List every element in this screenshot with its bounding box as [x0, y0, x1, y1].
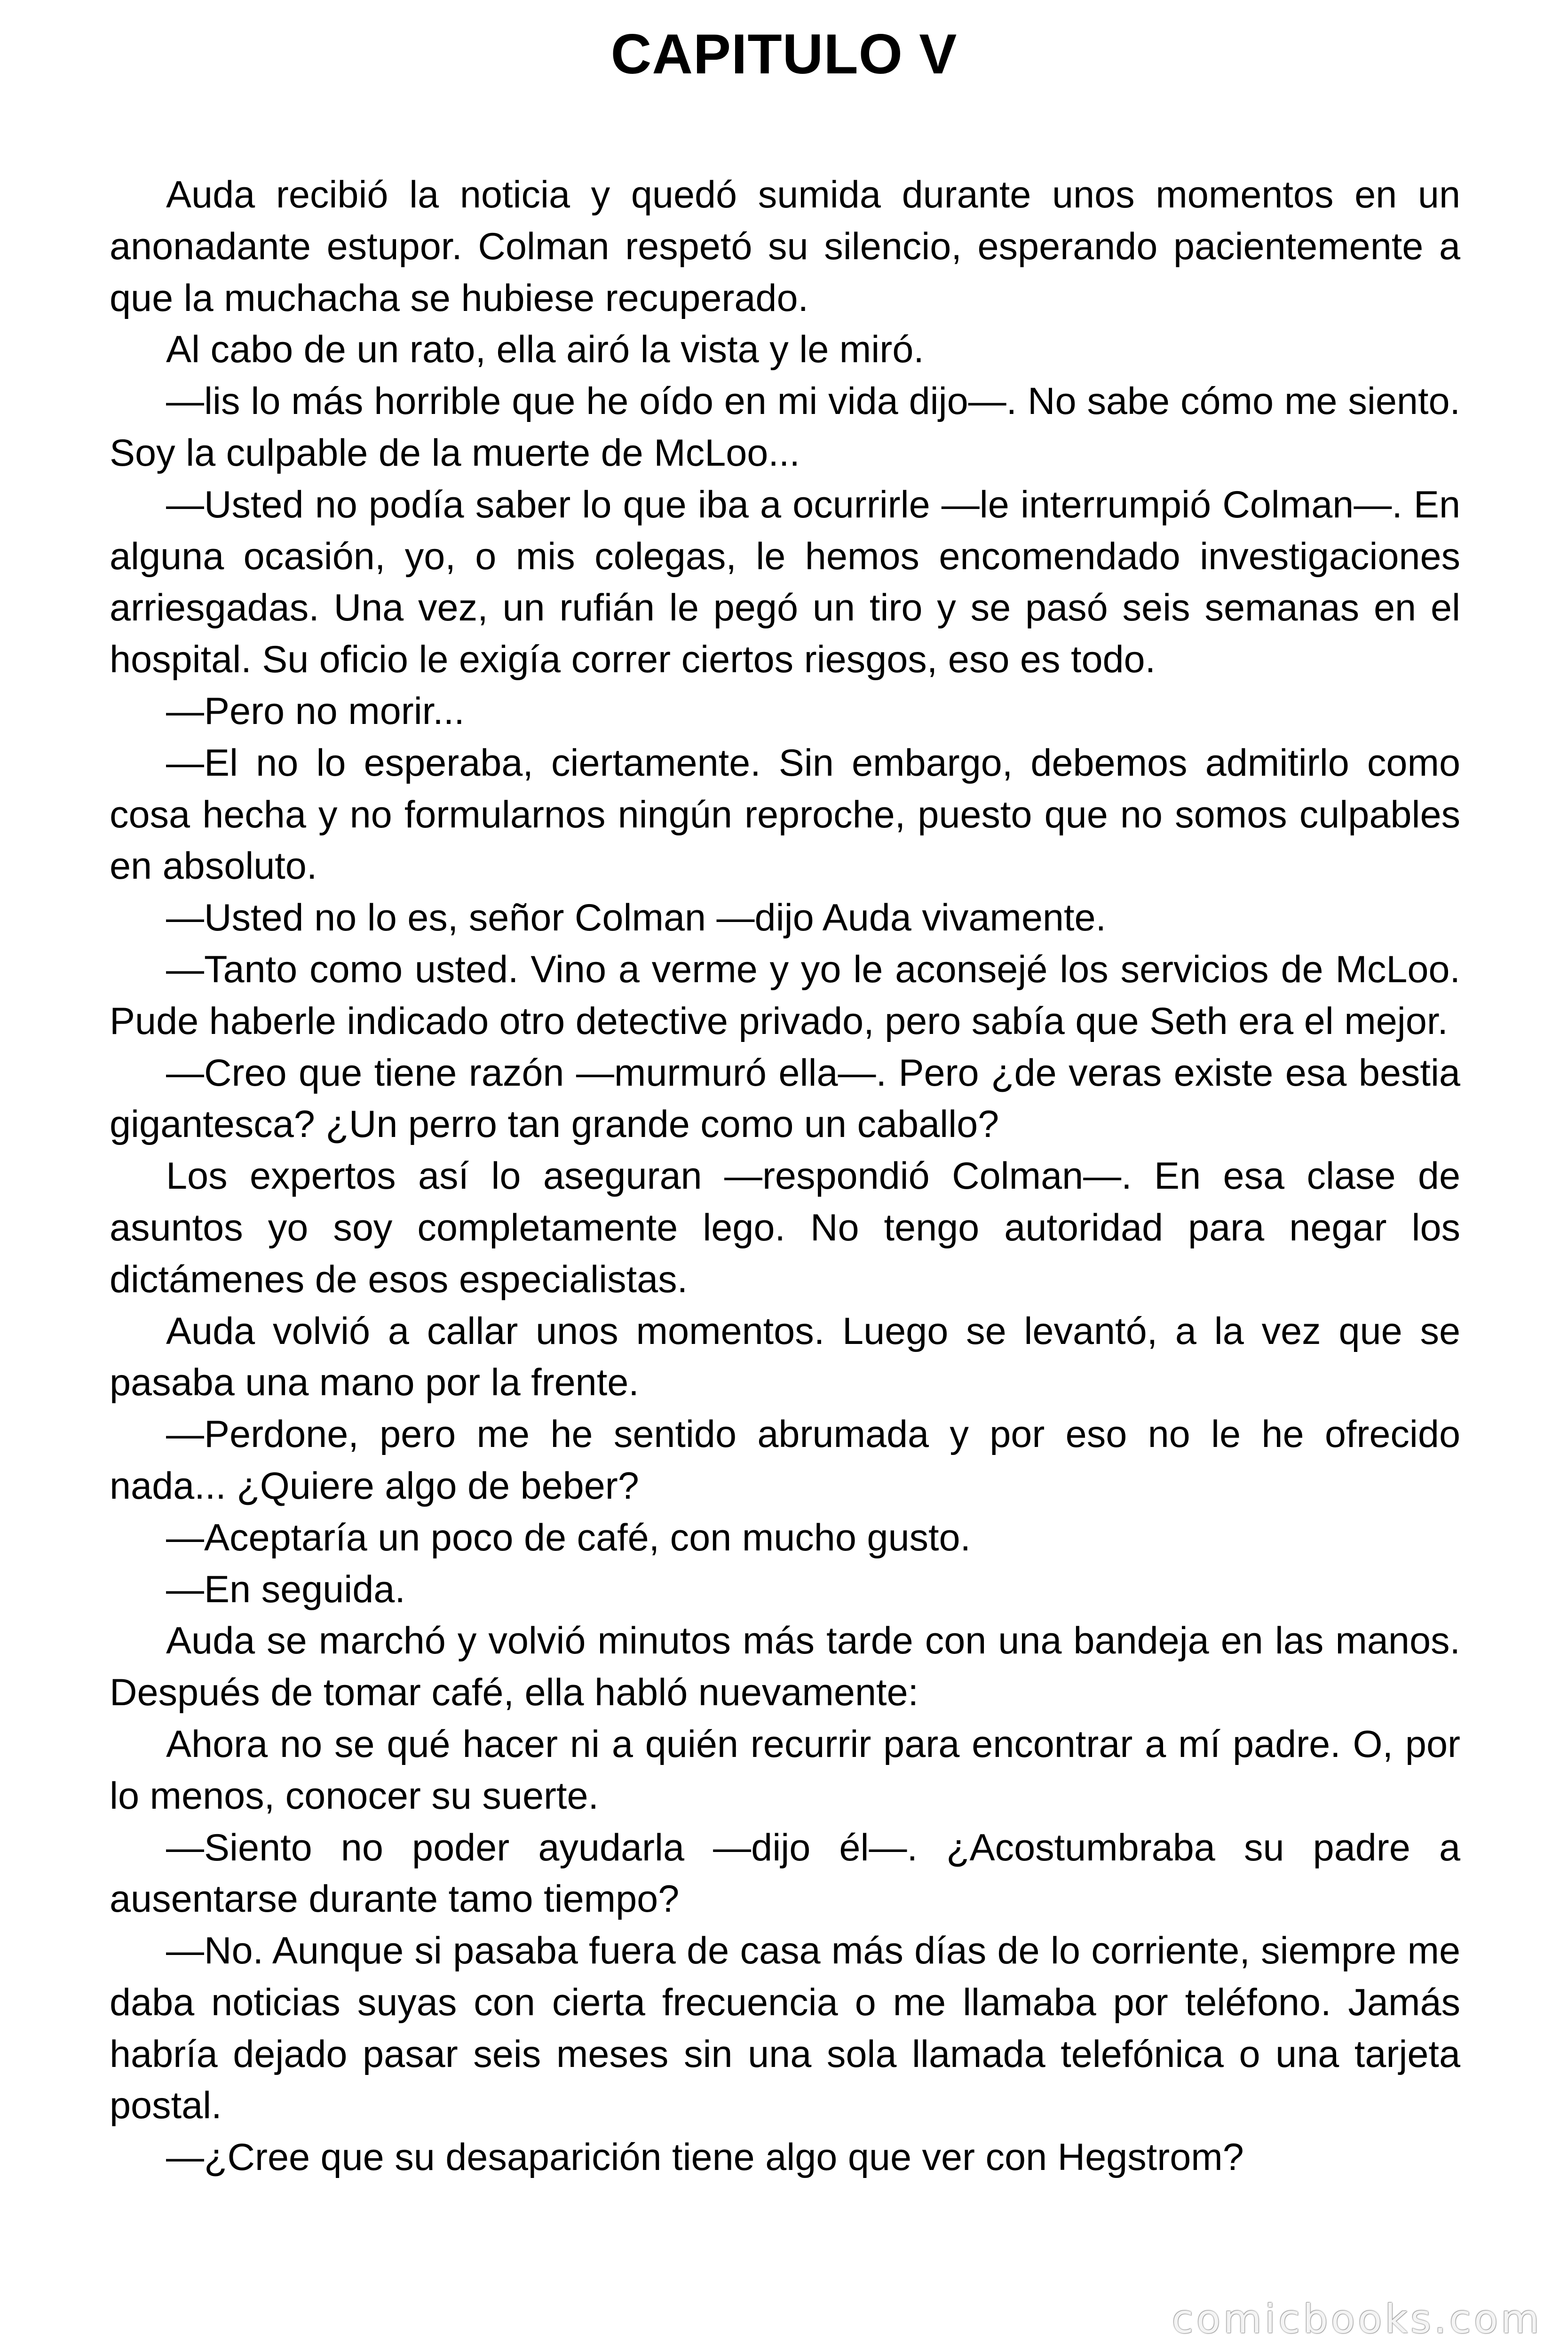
paragraph: —Usted no lo es, señor Colman —dijo Auda vivamente.	[166, 897, 1107, 939]
paragraph: —¿Cree que su desaparición tiene algo que ver con Hegstrom?	[166, 2136, 1244, 2179]
paragraph: —Creo que tiene razón —murmuró ella—. Pero ¿de veras existe esa bestia gigantesca? ¿Un perro tan grande como un caballo?	[110, 1051, 1460, 1146]
paragraph: Auda se marchó y volvió minutos más tarde con una bandeja en las manos. Después de tomar café, ella habló nuevamente:	[110, 1620, 1460, 1714]
paragraph: —Perdone, pero me he sentido abrumada y por eso no le he ofrecido nada... ¿Quiere algo de beber?	[110, 1413, 1460, 1507]
paragraph: —En seguida.	[166, 1568, 405, 1611]
paragraph: —Tanto como usted. Vino a verme y yo le aconsejé los servicios de McLoo. Pude haberle indicado otro detective privado, pero sabía que Seth era el mejor.	[110, 948, 1460, 1042]
paragraph: —El no lo esperaba, ciertamente. Sin embargo, debemos admitirlo como cosa hecha y no formularnos ningún reproche, puesto que no somos culpables en absoluto.	[110, 741, 1460, 888]
paragraph: Ahora no se qué hacer ni a quién recurrir para encontrar a mí padre. O, por lo menos, conocer su suerte.	[110, 1723, 1460, 1817]
paragraph: —lis lo más horrible que he oído en mi vida dijo—. No sabe cómo me siento. Soy la culpable de la muerte de McLoo...	[110, 380, 1460, 474]
paragraph: Auda recibió la noticia y quedó sumida durante unos momentos en un anonadante estupor. Colman respetó su silencio, esperando pacientemente a que la muchacha se hubiese recuperado.	[110, 174, 1460, 319]
paragraph: Al cabo de un rato, ella airó la vista y le miró.	[166, 328, 924, 371]
paragraph: Los expertos así lo aseguran —respondió Colman—. En esa clase de asuntos yo soy completamente lego. No tengo autoridad para negar los dictámenes de esos especialistas.	[110, 1155, 1460, 1301]
chapter-body	[110, 169, 1460, 2184]
paragraph: —No. Aunque si pasaba fuera de casa más días de lo corriente, siempre me daba noticias suyas con cierta frecuencia o me llamaba por teléfono. Jamás habría dejado pasar seis meses sin una sola llamada telefónica o una tarjeta postal.	[110, 1930, 1460, 2127]
paragraph: Auda volvió a callar unos momentos. Luego se levantó, a la vez que se pasaba una mano por la frente.	[110, 1310, 1460, 1404]
chapter-title: CAPITULO V	[610, 23, 958, 86]
watermark: comicbooks.com	[1172, 2296, 1542, 2342]
paragraph: —Pero no morir...	[166, 690, 465, 732]
paragraph: —Usted no podía saber lo que iba a ocurrirle —le interrumpió Colman—. En alguna ocasión, yo, o mis colegas, le hemos encomendado investigaciones arriesgadas. Una vez, un rufián le pegó un tiro y se pasó seis semanas en el hospital. Su oficio le exigía correr ciertos riesgos, eso es todo.	[110, 483, 1460, 681]
paragraph: —Aceptaría un poco de café, con mucho gusto.	[166, 1516, 971, 1559]
paragraph: —Siento no poder ayudarla —dijo él—. ¿Acostumbraba su padre a ausentarse durante tamo tiempo?	[110, 1826, 1460, 1921]
